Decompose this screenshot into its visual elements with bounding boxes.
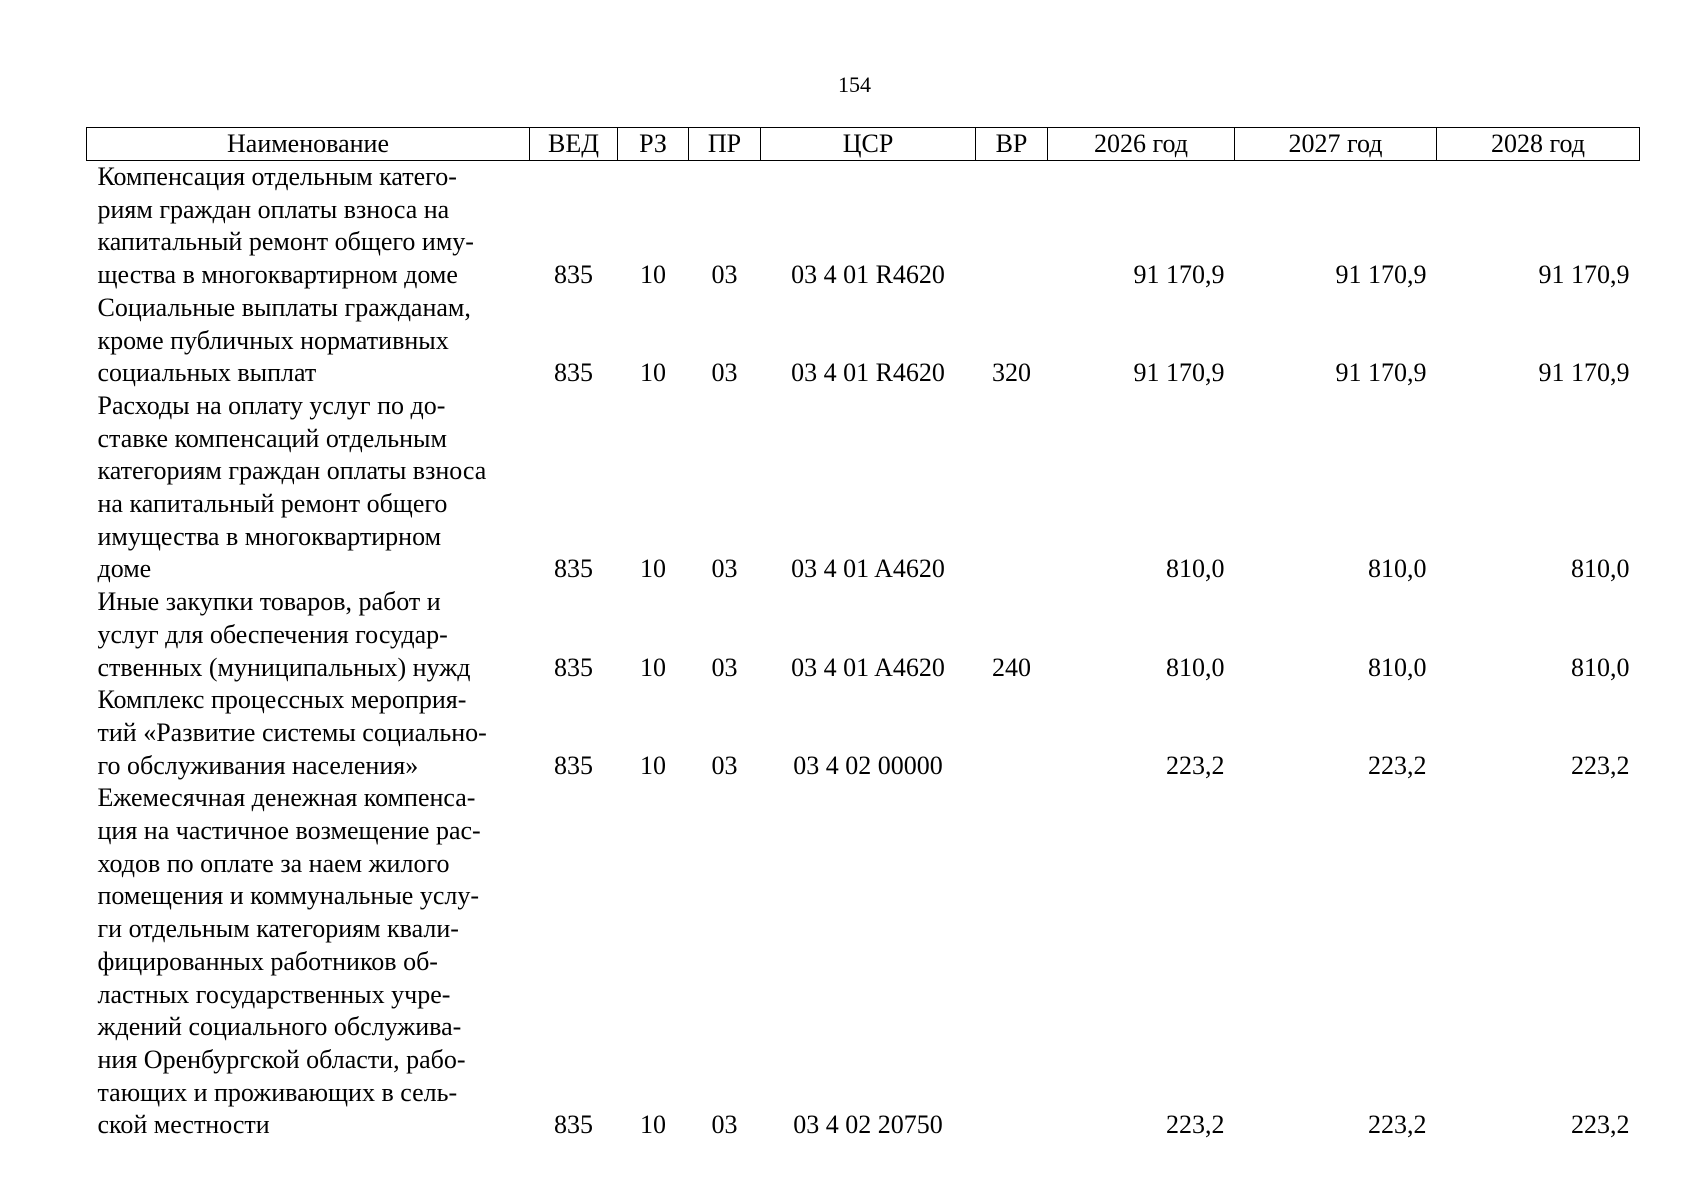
row-2026: 91 170,9	[1133, 260, 1225, 290]
row-name-line: Социальные выплаты гражданам,	[97, 292, 471, 322]
row-name-line: Комплекс процессных мероприя-	[97, 685, 467, 715]
row-pr: 03	[711, 652, 738, 682]
row-name-line: тий «Развитие системы социально-	[97, 717, 487, 747]
row-ved: 835	[554, 1110, 593, 1140]
row-name-line: доме	[97, 554, 152, 584]
row-2028: 810,0	[1571, 652, 1630, 682]
row-name-line: Иные закупки товаров, работ и	[97, 587, 441, 617]
row-vr: 240	[992, 652, 1031, 682]
row-name-cell	[87, 292, 530, 390]
table-row	[87, 390, 1640, 586]
row-2027: 91 170,9	[1335, 358, 1427, 388]
table-row	[87, 684, 1640, 782]
row-vr	[976, 782, 1048, 1142]
row-ved: 835	[554, 554, 593, 584]
row-name-line: фицированных работников об-	[97, 946, 438, 976]
table-row	[87, 292, 1640, 390]
header-row	[87, 128, 1640, 161]
row-csr: 03 4 02 00000	[793, 750, 943, 780]
row-2027: 223,2	[1368, 1110, 1427, 1140]
row-name-line: ственных (муниципальных) нужд	[97, 652, 471, 682]
row-name-line: тающих и проживающих в сель-	[97, 1077, 458, 1107]
row-ved: 835	[554, 260, 593, 290]
row-2028: 223,2	[1571, 1110, 1630, 1140]
row-name-line: ставке компенсаций отдельным	[97, 423, 447, 453]
row-name-line: имущества в многоквартирном	[97, 521, 442, 551]
table-row	[87, 161, 1640, 292]
row-name-line: ги отдельным категориям квали-	[97, 914, 459, 944]
row-csr: 03 4 01 R4620	[791, 260, 945, 290]
row-rz: 10	[640, 1110, 666, 1140]
row-csr: 03 4 01 A4620	[791, 554, 945, 584]
row-2026: 810,0	[1166, 554, 1225, 584]
row-name-line: социальных выплат	[97, 358, 317, 388]
row-name-cell	[87, 161, 530, 292]
row-2028: 91 170,9	[1538, 358, 1630, 388]
row-name-line: ция на частичное возмещение рас-	[97, 816, 481, 846]
row-csr: 03 4 01 R4620	[791, 358, 945, 388]
table-header	[87, 128, 1640, 161]
row-2026: 223,2	[1166, 1110, 1225, 1140]
page-number	[0, 71, 1697, 99]
row-2026: 810,0	[1166, 652, 1225, 682]
row-pr: 03	[711, 358, 738, 388]
row-name-line: категориям граждан оплаты взноса	[97, 456, 487, 486]
row-2027: 223,2	[1368, 750, 1427, 780]
header-name: Наименование	[87, 128, 530, 161]
row-name-line: ждений социального обслужива-	[97, 1012, 462, 1042]
row-pr: 03	[711, 260, 738, 290]
row-name-cell	[87, 390, 530, 586]
table-row	[87, 586, 1640, 684]
row-name-line: ластных государственных учре-	[97, 979, 451, 1009]
row-vr	[976, 390, 1048, 586]
row-name-line: кроме публичных нормативных	[97, 325, 449, 355]
row-pr: 03	[711, 1110, 738, 1140]
row-name-cell	[87, 782, 530, 1142]
row-name-line: помещения и коммунальные услу-	[97, 881, 480, 911]
header-vr: ВР	[976, 128, 1048, 161]
header-csr: ЦСР	[761, 128, 976, 161]
header-2028: 2028 год	[1437, 128, 1640, 161]
row-rz: 10	[640, 554, 666, 584]
row-rz: 10	[640, 652, 666, 682]
budget-table	[86, 127, 1640, 1142]
row-name-cell	[87, 684, 530, 782]
row-name-line: щества в многоквартирном доме	[97, 260, 458, 290]
row-name-line: ходов по оплате за наем жилого	[97, 848, 450, 878]
row-name-line: го обслуживания населения»	[97, 750, 419, 780]
row-2026: 91 170,9	[1133, 358, 1225, 388]
row-name-line: Ежемесячная денежная компенса-	[97, 783, 476, 813]
row-2027: 91 170,9	[1335, 260, 1427, 290]
row-pr: 03	[711, 554, 738, 584]
header-2027: 2027 год	[1235, 128, 1437, 161]
row-2028: 810,0	[1571, 554, 1630, 584]
row-vr	[976, 684, 1048, 782]
row-vr: 320	[992, 358, 1031, 388]
row-pr: 03	[711, 750, 738, 780]
row-ved: 835	[554, 358, 593, 388]
header-2026: 2026 год	[1048, 128, 1235, 161]
row-ved: 835	[554, 750, 593, 780]
row-rz: 10	[640, 358, 666, 388]
row-name-line: капитальный ремонт общего иму-	[97, 227, 474, 257]
row-vr	[976, 161, 1048, 292]
header-rz: РЗ	[618, 128, 689, 161]
row-name-line: ской местности	[97, 1110, 270, 1140]
row-name-line: ния Оренбургской области, рабо-	[97, 1044, 466, 1074]
row-2027: 810,0	[1368, 554, 1427, 584]
row-name-cell	[87, 586, 530, 684]
row-name-line: Компенсация отдельным катего-	[97, 162, 457, 191]
row-name-line: на капитальный ремонт общего	[97, 489, 448, 519]
row-2026: 223,2	[1166, 750, 1225, 780]
page-number-text: 154	[838, 72, 871, 97]
header-ved: ВЕД	[530, 128, 618, 161]
row-2028: 223,2	[1571, 750, 1630, 780]
row-rz: 10	[640, 750, 666, 780]
row-ved: 835	[554, 652, 593, 682]
table-row	[87, 782, 1640, 1142]
row-name-line: услуг для обеспечения государ-	[97, 619, 448, 649]
row-csr: 03 4 01 A4620	[791, 652, 945, 682]
row-csr: 03 4 02 20750	[793, 1110, 943, 1140]
row-2028: 91 170,9	[1538, 260, 1630, 290]
header-pr: ПР	[689, 128, 761, 161]
row-name-line: Расходы на оплату услуг по до-	[97, 390, 446, 420]
row-rz: 10	[640, 260, 666, 290]
row-2027: 810,0	[1368, 652, 1427, 682]
row-name-line: риям граждан оплаты взноса на	[97, 194, 450, 224]
table-body	[87, 161, 1640, 1143]
